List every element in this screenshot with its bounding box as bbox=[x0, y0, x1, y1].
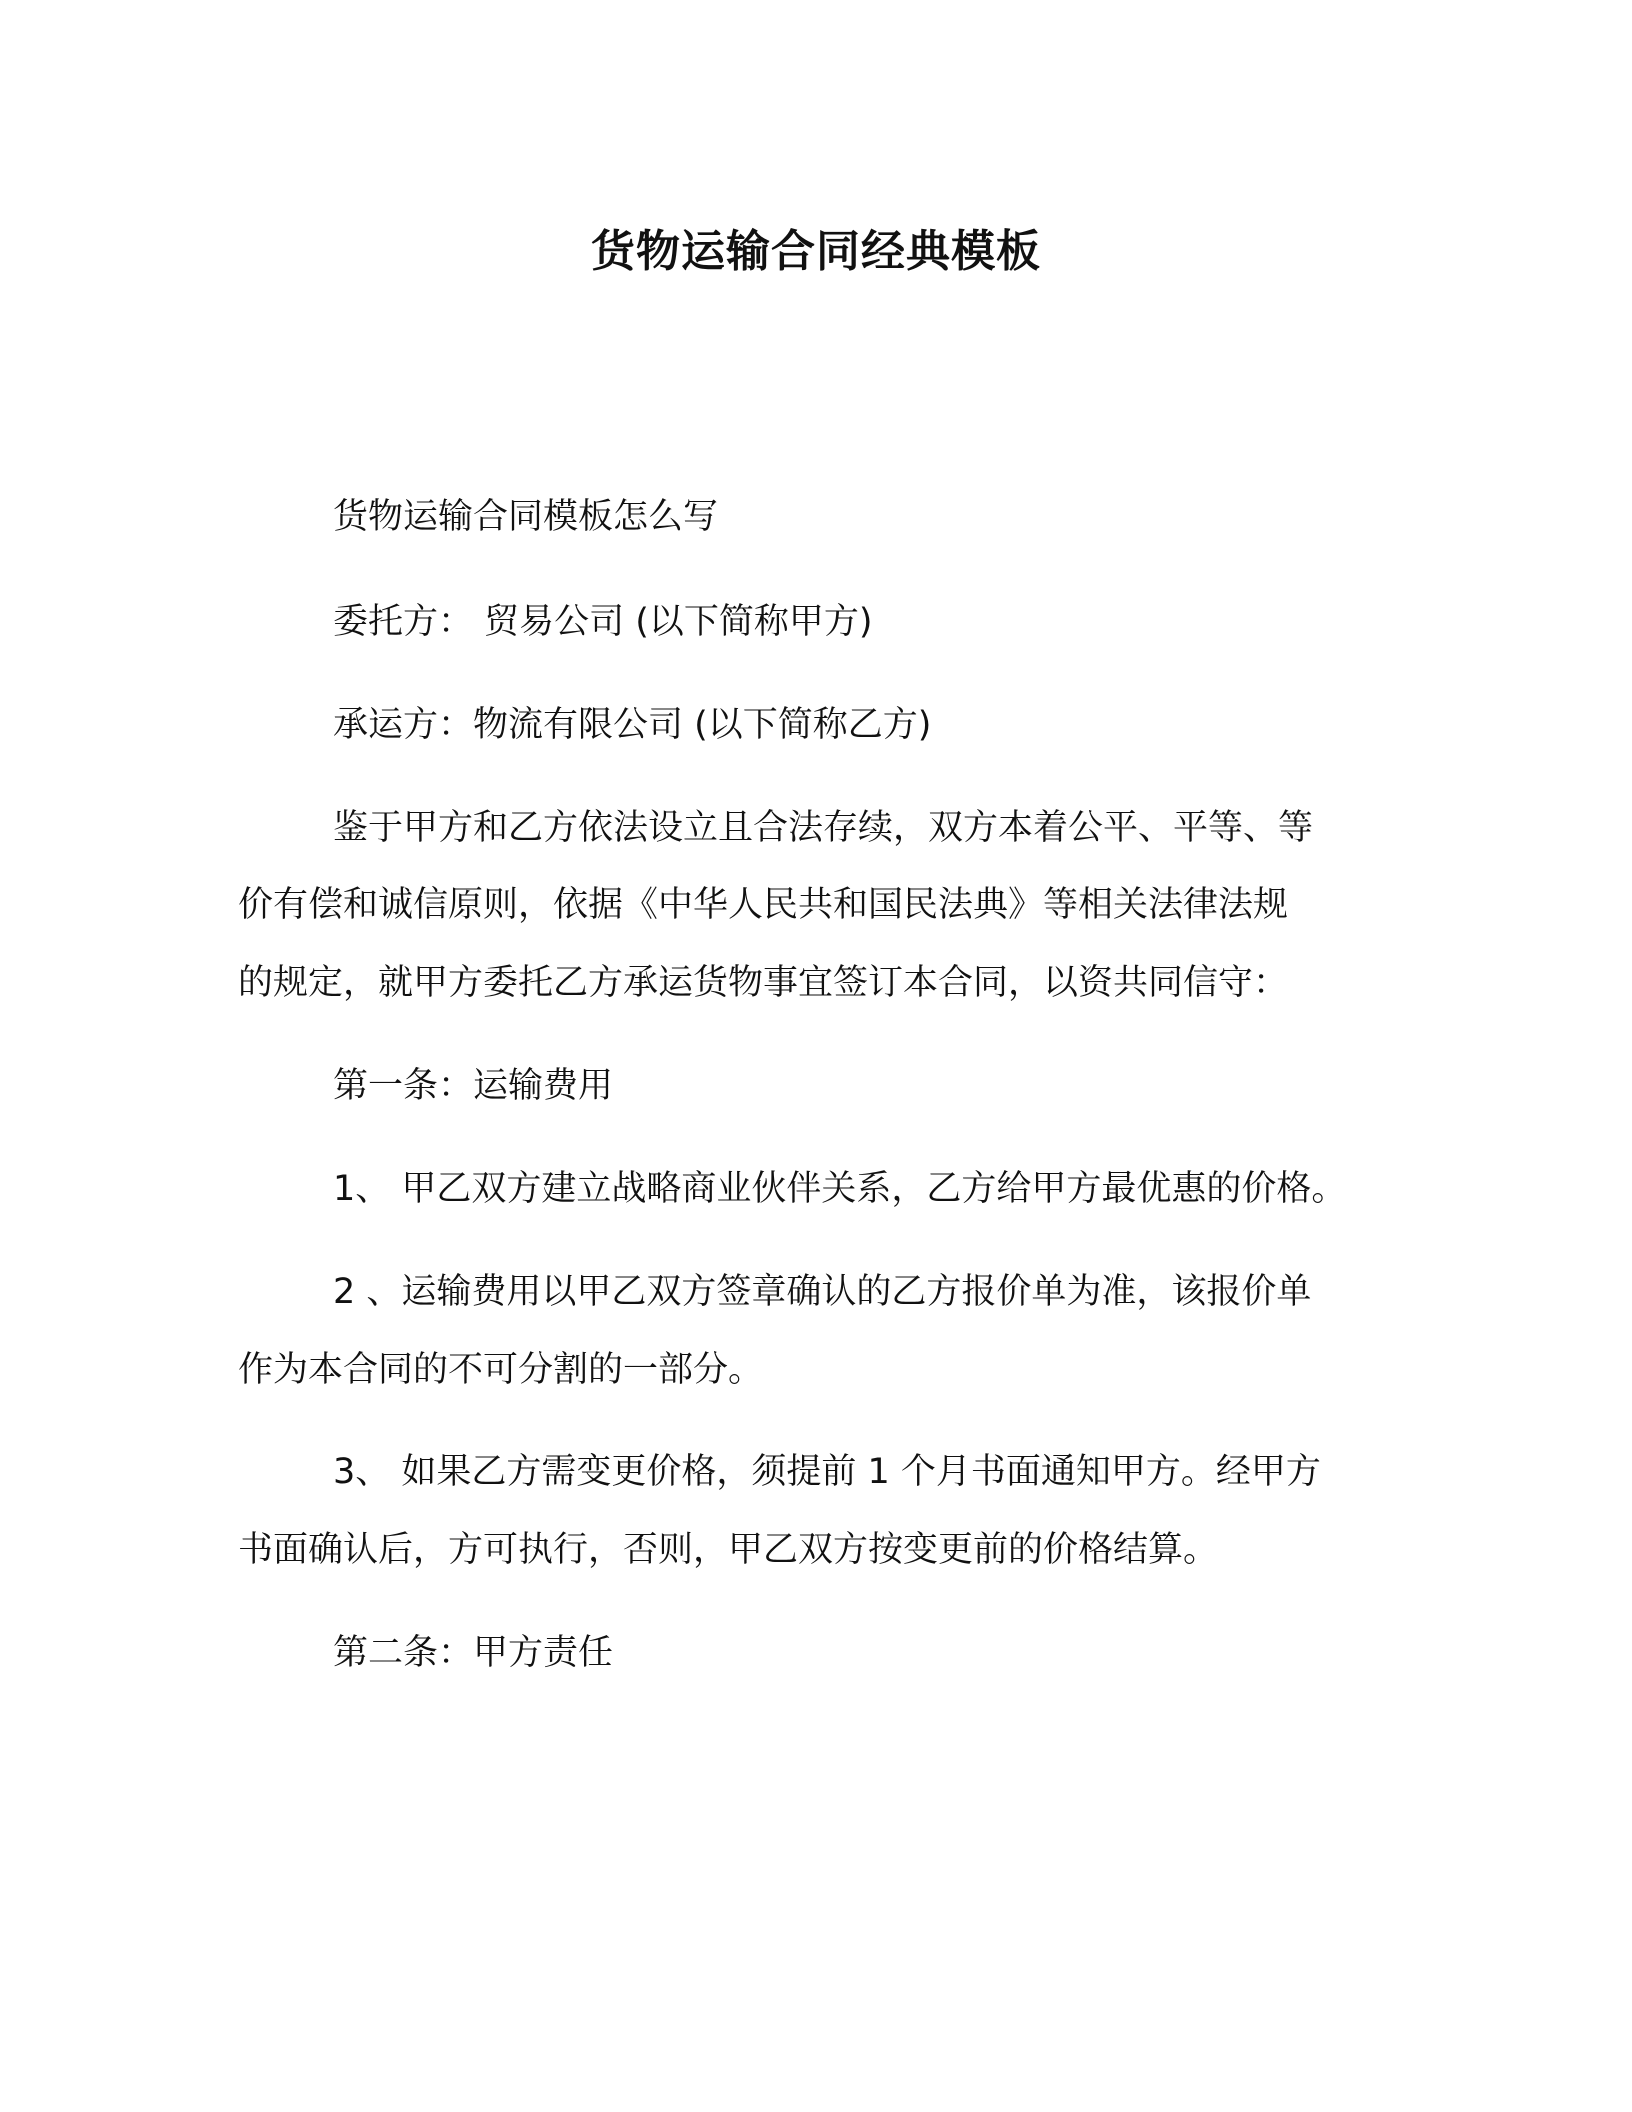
clause-3-line-2: 书面确认后，方可执行，否则，甲乙双方按变更前的价格结算。 bbox=[238, 1530, 1219, 1570]
article-1-heading: 第一条：运输费用 bbox=[333, 1066, 614, 1106]
preamble-line-2: 价有偿和诚信原则，依据《中华人民共和国民法典》等相关法律法规 bbox=[238, 885, 1289, 925]
document-subtitle: 货物运输合同模板怎么写 bbox=[333, 497, 719, 537]
client-party: 委托方： 贸易公司 (以下简称甲方) bbox=[333, 602, 873, 642]
clause-3-line-1: 3、 如果乙方需变更价格，须提前 1 个月书面通知甲方。经甲方 bbox=[333, 1452, 1321, 1492]
carrier-party: 承运方：物流有限公司 (以下简称乙方) bbox=[333, 705, 932, 745]
article-2-heading: 第二条：甲方责任 bbox=[333, 1633, 614, 1673]
clause-2-line-1: 2 、运输费用以甲乙双方签章确认的乙方报价单为准，该报价单 bbox=[333, 1272, 1312, 1312]
clause-2-line-2: 作为本合同的不可分割的一部分。 bbox=[238, 1350, 764, 1390]
document-title: 货物运输合同经典模板 bbox=[591, 226, 1041, 277]
clause-1: 1、 甲乙双方建立战略商业伙伴关系，乙方给甲方最优惠的价格。 bbox=[333, 1169, 1347, 1209]
preamble-line-3: 的规定，就甲方委托乙方承运货物事宜签订本合同，以资共同信守： bbox=[238, 963, 1289, 1003]
preamble-line-1: 鉴于甲方和乙方依法设立且合法存续，双方本着公平、平等、等 bbox=[333, 808, 1314, 848]
